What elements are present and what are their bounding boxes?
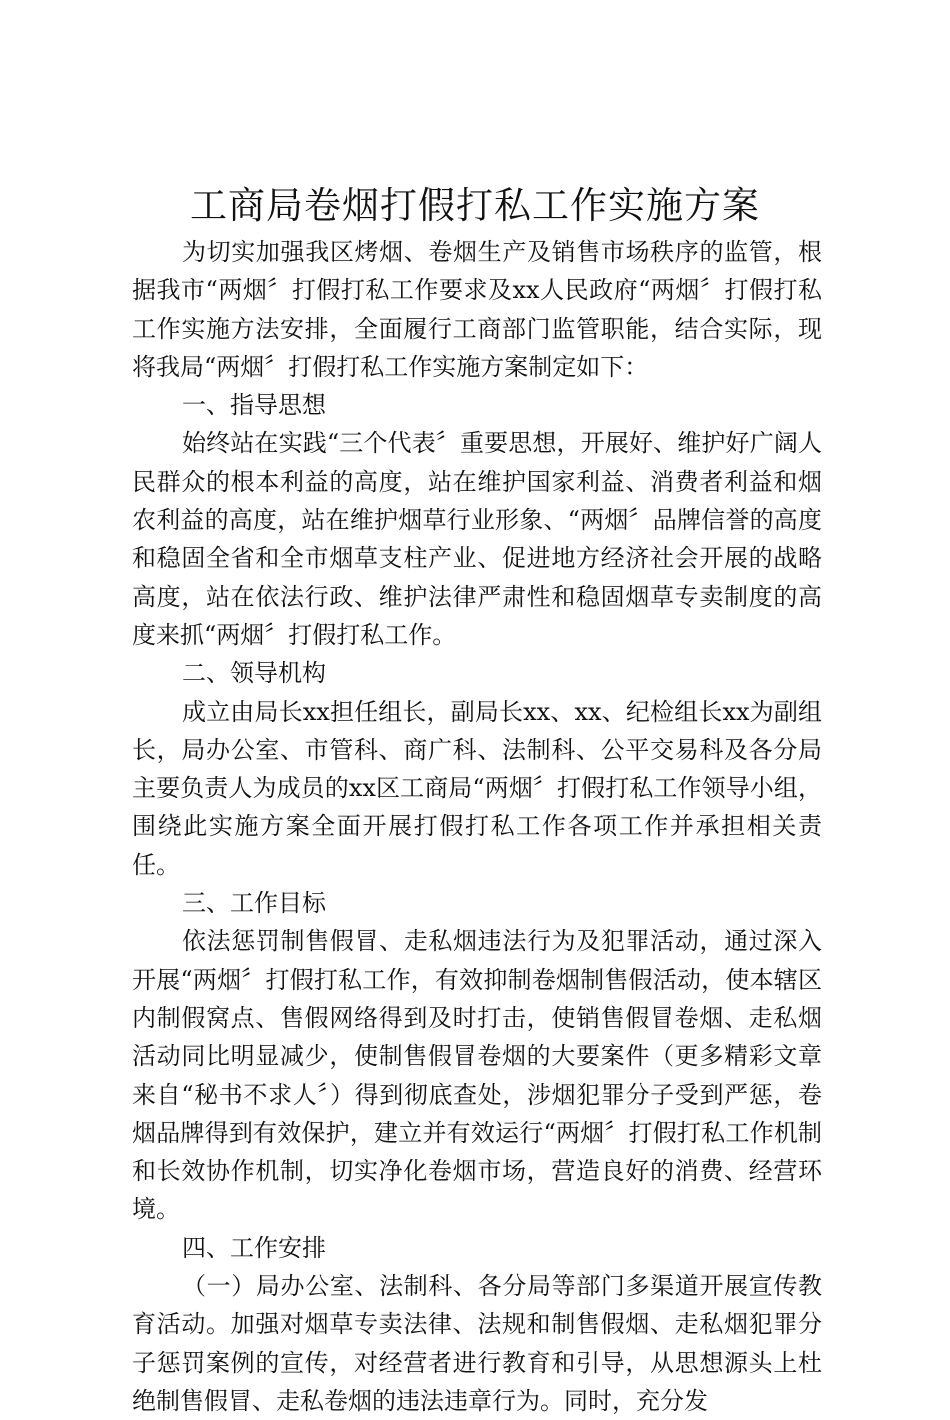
document-title: 工商局卷烟打假打私工作实施方案 [190, 184, 760, 227]
document-body [132, 233, 822, 1420]
section-heading-work-arrangement: 四、工作安排 [182, 1233, 326, 1262]
intro-paragraph: 为切实加强我区烤烟、卷烟生产及销售市场秩序的监管，根据我市“两烟〞打假打私工作要求及xx人民政府“两烟〞打假打私工作实施方法安排，全面履行工商部门监管职能，结合实际，现将我局“两烟〞打假打私工作实施方案制定如下： [132, 238, 822, 381]
section-paragraph-work-goals: 依法惩罚制售假冒、走私烟违法行为及犯罪活动，通过深入开展“两烟〞打假打私工作，有效抑制卷烟制售假活动，使本辖区内制假窝点、售假网络得到及时打击，使销售假冒卷烟、走私烟活动同比明显减少，使制售假冒卷烟的大要案件（更多精彩文章来自“秘书不求人〞）得到彻底查处，涉烟犯罪分子受到严惩，卷烟品牌得到有效保护，建立并有效运行“两烟〞打假打私工作机制和长效协作机制，切实净化卷烟市场，营造良好的消费、经营环境。 [132, 927, 822, 1224]
section-paragraph-guiding-ideology: 始终站在实践“三个代表〞重要思想，开展好、维护好广阔人民群众的根本利益的高度，站在维护国家利益、消费者利益和烟农利益的高度，站在维护烟草行业形象、“两烟〞品牌信誉的高度和稳固全省和全市烟草支柱产业、促进地方经济社会开展的战略高度，站在依法行政、维护法律严肃性和稳固烟草专卖制度的高度来抓“两烟〞打假打私工作。 [132, 429, 822, 649]
section-heading-guiding-ideology: 一、指导思想 [182, 391, 326, 420]
section-paragraph-leadership: 成立由局长xx担任组长，副局长xx、xx、纪检组长xx为副组长，局办公室、市管科、商广科、法制科、公平交易科及各分局主要负责人为成员的xx区工商局“两烟〞打假打私工作领导小组，围绕此实施方案全面开展打假打私工作各项工作并承担相关责任。 [132, 697, 822, 879]
section-paragraph-work-arrangement: （一）局办公室、法制科、各分局等部门多渠道开展宣传教育活动。加强对烟草专卖法律、法规和制售假烟、走私烟犯罪分子惩罚案例的宣传，对经营者进行教育和引导，从思想源头上杜绝制售假冒、走私卷烟的违法违章行为。同时，充分发 [132, 1272, 822, 1415]
section-heading-leadership: 二、领导机构 [182, 659, 326, 688]
section-heading-work-goals: 三、工作目标 [182, 889, 326, 918]
